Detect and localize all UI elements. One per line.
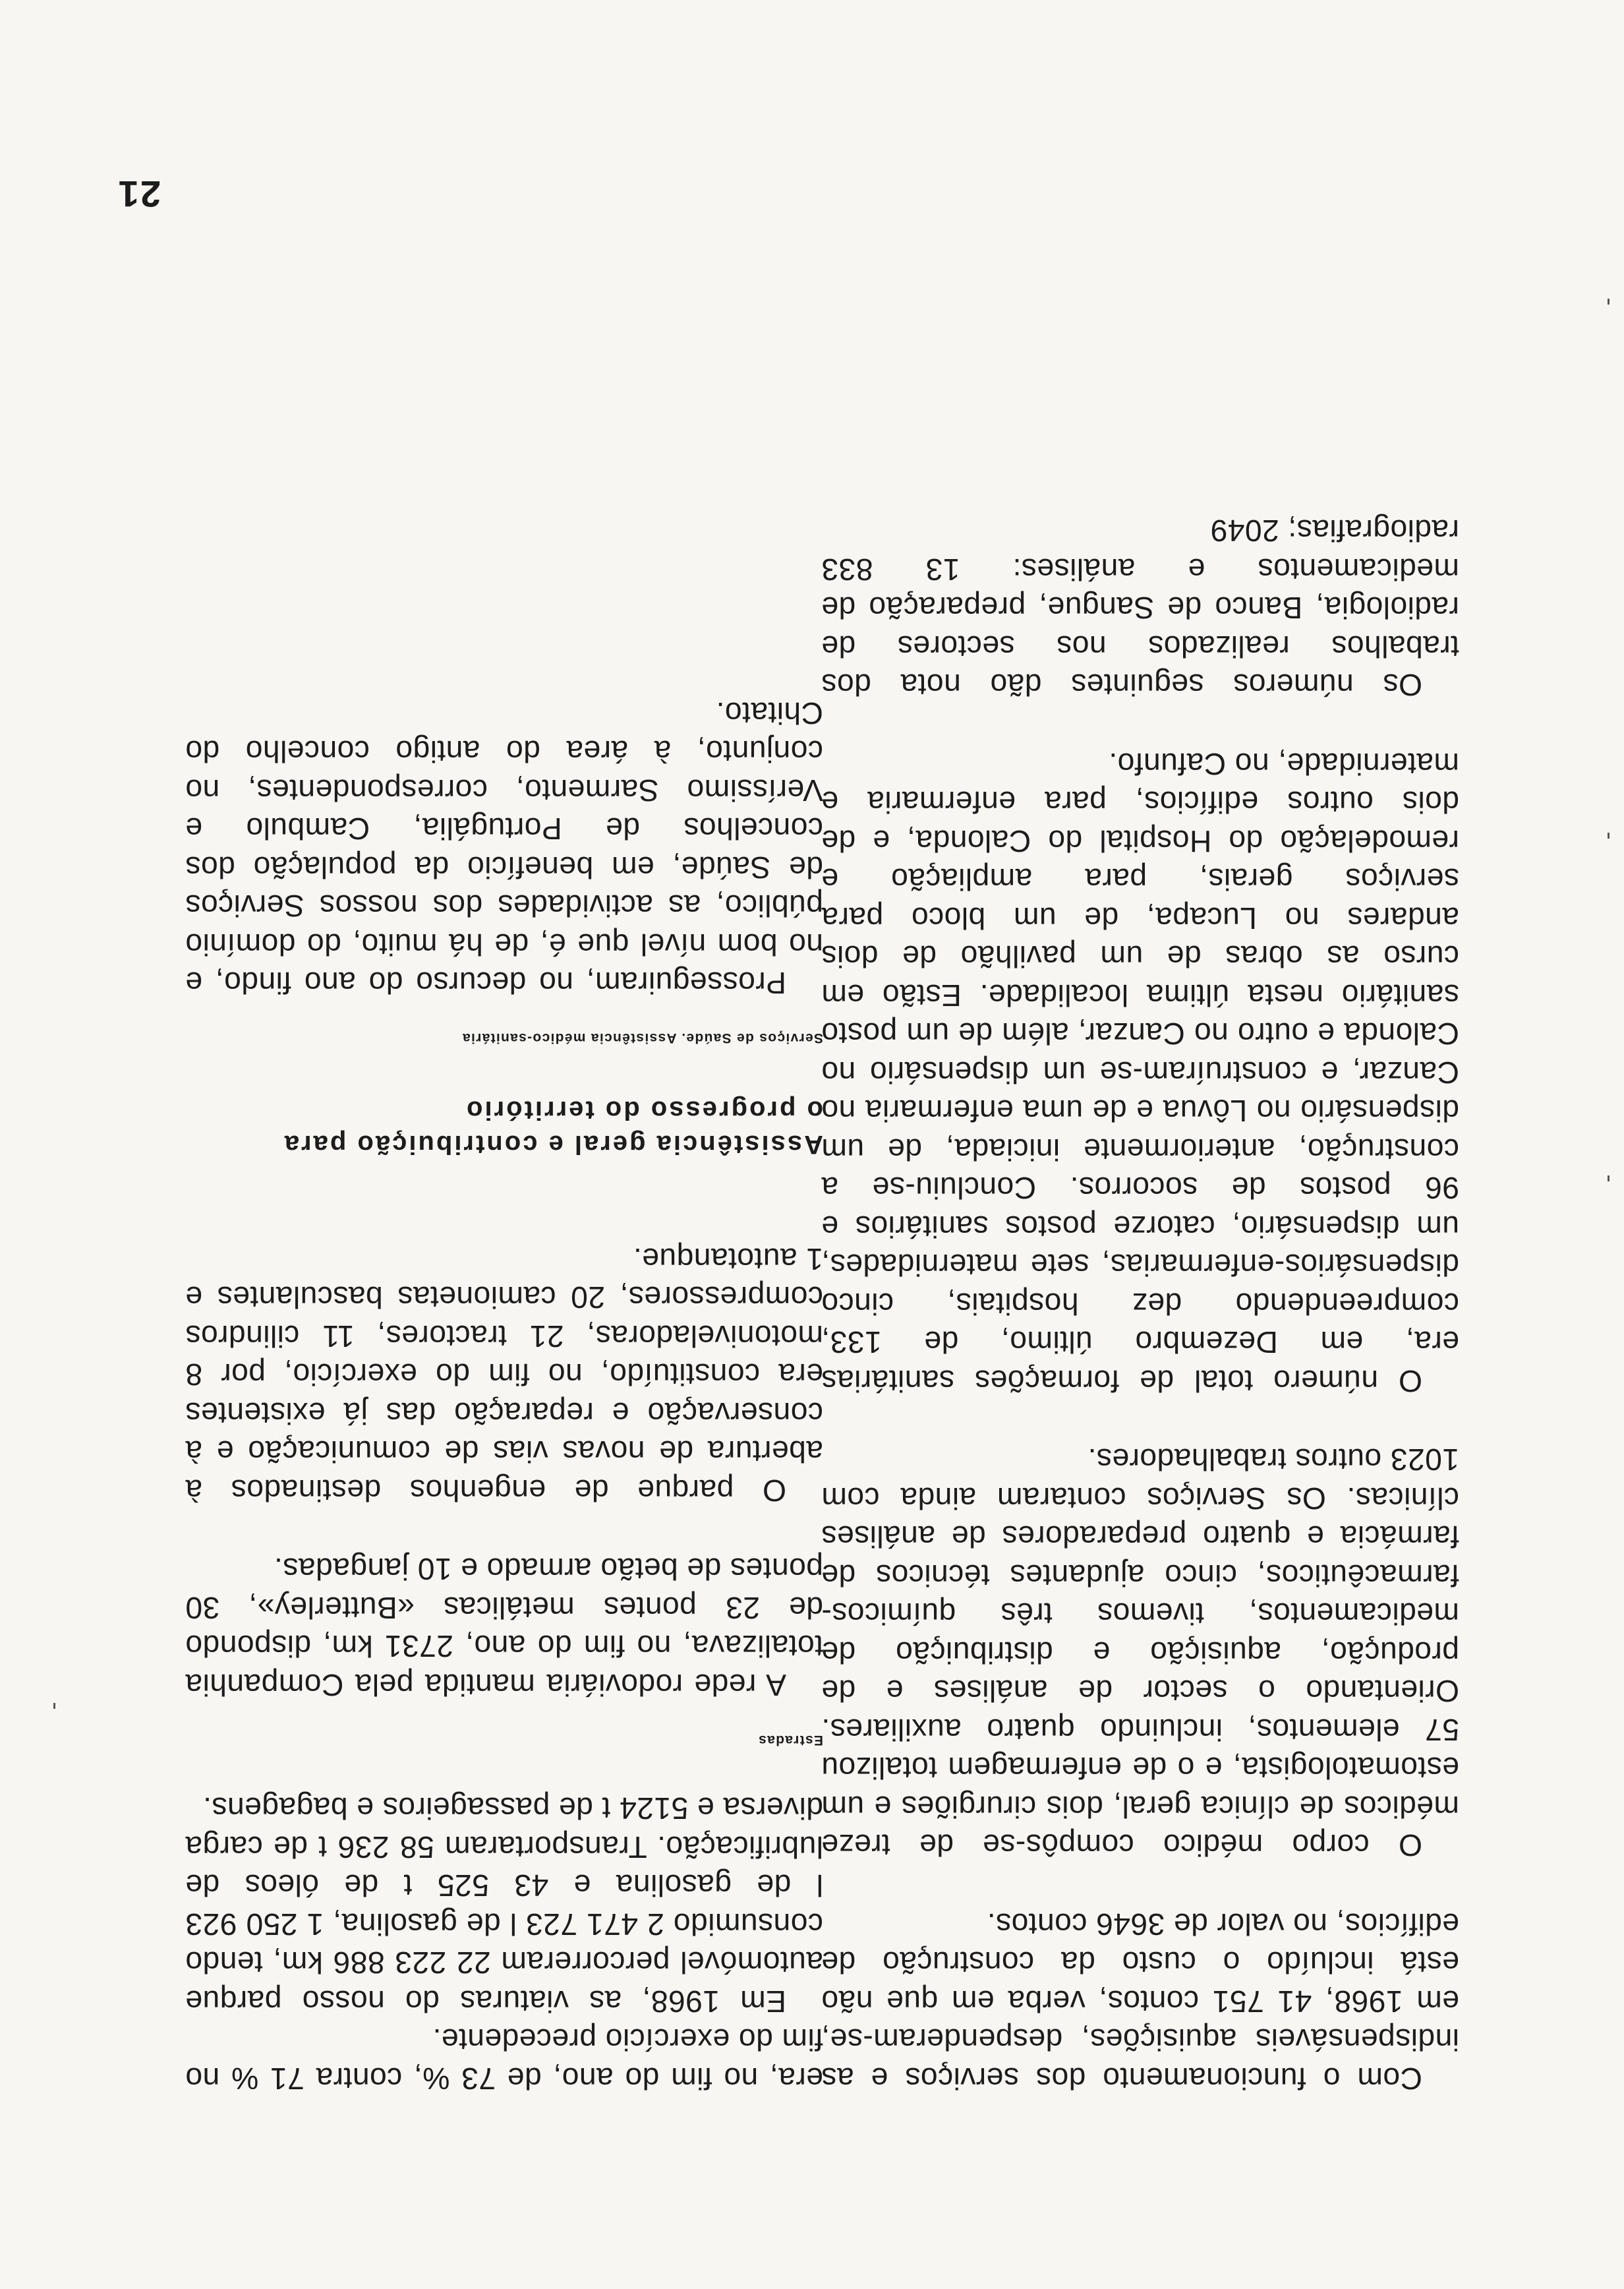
scan-mark bbox=[1608, 1175, 1610, 1181]
health-services-paragraph: Prosseguiram, no decurso do ano findo, e no bom nível que é, de há muito, do domínio público, as actividades dos nossos Serviços de Saúde, em benefício da população dos concelhos de Portugália, Cambulo e Veríssimo Sarmento, correspondentes, no conjunto, à área do antigo concelho do Chitato. bbox=[185, 696, 823, 1001]
page-number: 21 bbox=[117, 173, 161, 215]
section-title-line-1: Assistência geral e contribuição para bbox=[282, 1130, 823, 1160]
vehicles-paragraph: Em 1968, as viaturas do nosso parque automóvel percorreram 22 223 886 km, tendo consumido 2 471 723 l de gasolina, 1 250 923 l de gasolina e 43 525 t de óleos de lubrificação. Transportaram 58 236 t de carga diversa e 5124 t de passageiros e bagagens. bbox=[185, 1791, 823, 2019]
scan-mark bbox=[1608, 833, 1610, 839]
roads-network-paragraph: A rede rodoviária mantida pela Companhia totalizava, no fim do ano, 2731 km, dispondo de 23 pontes metálicas «Butterley», 30 pontes de betão armado e 10 jangadas. bbox=[185, 1552, 823, 1702]
medical-staff-paragraph: O corpo médico compôs-se de treze médicos de clínica geral, dois cirurgiões e um estomatologista, e o de enfermagem totalizou 57 elementos, incluindo quatro auxiliares. Orientando o sector de análises e de produção, aquisição e distribuição de medicamentos, tivemos três químicos-farmacêuticos, cinco ajudantes técnicos de farmácia e quatro preparadores de análises clínicas. Os Serviços contaram ainda com 1023 outros trabalhadores. bbox=[821, 1442, 1459, 1863]
sanitary-formations-paragraph: O número total de formações sanitárias era, em Dezembro último, de 133, compreendendo dez hospitais, cinco dispensários-enfermarias, sete maternidades, um dispensário, catorze postos sanitários e 96 postos de socorros. Concluiu-se a construção, anteriormente iniciada, de um dispensário no Lôvua e de uma enfermaria no Canzar, e construíram-se um dispensário no Calonda e outro no Canzar, além de um posto sanitário nesta última localidade. Estão em curso as obras de um pavilhão de dois andares no Lucapa, de um bloco para serviços gerais, para ampliação e remodelação do Hospital do Calonda, e de dois outros edifícios, para enfermaria e maternidade, no Cafunfo. bbox=[821, 747, 1459, 1398]
road-equipment-paragraph: O parque de engenhos destinados à abertura de novas vias de comunicação e à conservação e reparação das já existentes era constituído, no fim do exercício, por 8 motoniveladoras, 21 tractores, 11 cilindros compressores, 20 camionetas basculantes e 1 autotanque. bbox=[185, 1242, 823, 1508]
left-column bbox=[821, 471, 1459, 2098]
scan-mark bbox=[53, 1703, 55, 1709]
section-title bbox=[185, 1094, 823, 1162]
work-statistics-paragraph: Os números seguintes dão nota dos trabalhos realizados nos sectores de radiologia, Banco de Sangue, preparação de medicamentos e análises: 13 833 radiografias; 2049 bbox=[821, 514, 1459, 703]
roads-heading: Estradas bbox=[757, 1733, 823, 1748]
scan-mark bbox=[1608, 299, 1610, 305]
health-services-heading: Serviços de Saúde. Assistência médico-sanitária bbox=[461, 1030, 823, 1046]
opening-paragraph: era, no fim do ano, de 73 %, contra 71 % no fim do exercício precedente. bbox=[185, 2023, 823, 2096]
expenses-paragraph: Com o funcionamento dos serviços e as indispensáveis aquisições, despenderam-se, em 1968, 41 751 contos, verba em que não está incluído o custo da construção de edifícios, no valor de 3646 contos. bbox=[821, 1907, 1459, 2096]
section-title-line-2: o progresso do território bbox=[465, 1096, 823, 1125]
right-column bbox=[185, 654, 823, 2098]
